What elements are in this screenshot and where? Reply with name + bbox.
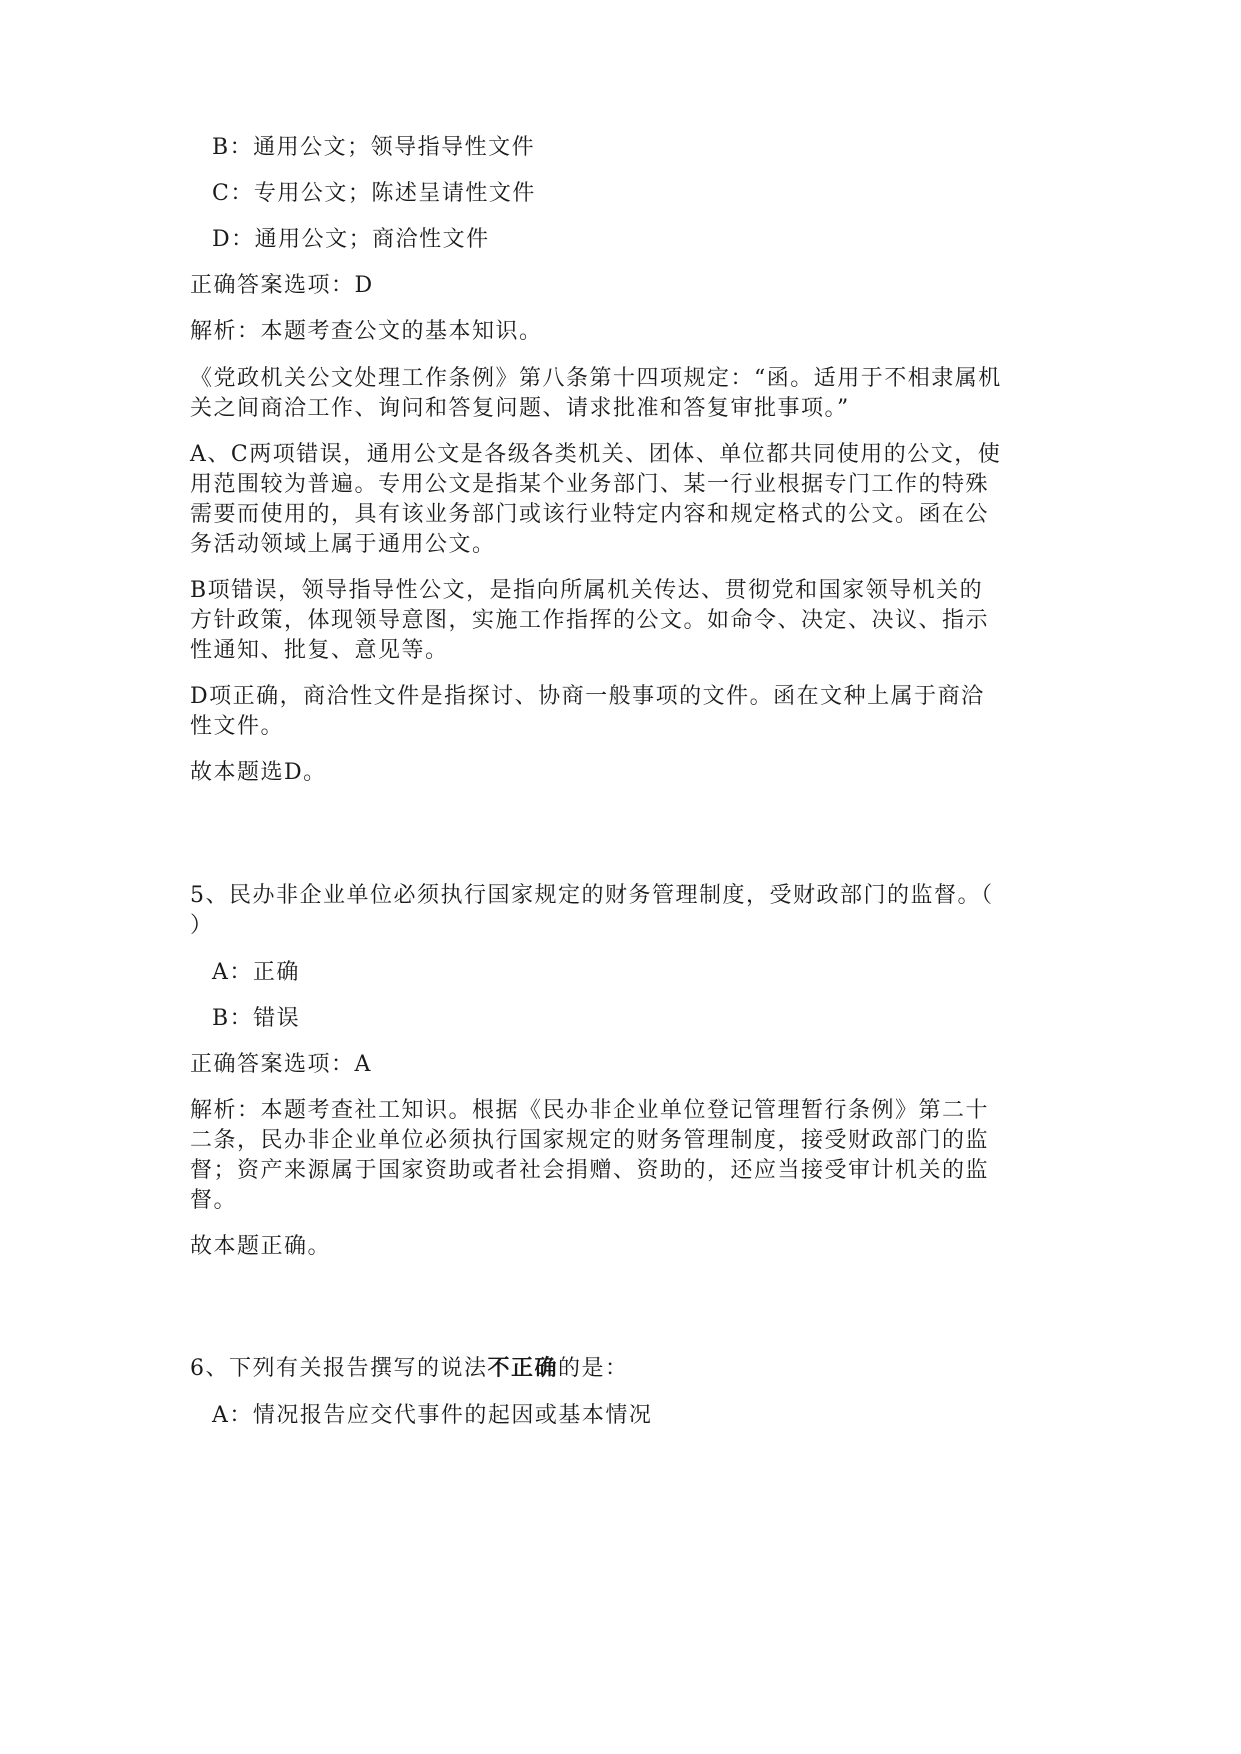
q6-question-suffix: 的是： — [558, 1356, 629, 1381]
q4-p4-line: 性文件。 — [190, 714, 285, 739]
q4-option-d: D：通用公文；商洽性文件 — [212, 227, 490, 252]
q4-answer: 正确答案选项：D — [190, 273, 374, 298]
q5-question-line: ） — [190, 913, 214, 938]
q6-question — [190, 1354, 629, 1384]
q5-analysis-line: 督；资产来源属于国家资助或者社会捐赠、资助的，还应当接受审计机关的监 — [190, 1158, 990, 1183]
q5-analysis-line: 解析：本题考查社工知识。根据《民办非企业单位登记管理暂行条例》第二十 — [190, 1098, 990, 1123]
q4-p3-line: 方针政策，体现领导意图，实施工作指挥的公文。如命令、决定、决议、指示 — [190, 608, 990, 633]
q6-question-emphasis: 不正确 — [487, 1356, 559, 1381]
q4-analysis-intro: 解析：本题考查公文的基本知识。 — [190, 319, 543, 344]
q5-answer: 正确答案选项：A — [190, 1052, 372, 1077]
q4-option-c: C：专用公文；陈述呈请性文件 — [212, 181, 536, 206]
q4-p2-line: 需要而使用的，具有该业务部门或该行业特定内容和规定格式的公文。函在公 — [190, 502, 990, 527]
q6-question-prefix: 6、下列有关报告撰写的说法 — [190, 1356, 488, 1381]
q5-conclusion: 故本题正确。 — [190, 1234, 332, 1259]
q4-p2-line: 用范围较为普遍。专用公文是指某个业务部门、某一行业根据专门工作的特殊 — [190, 472, 990, 497]
q4-option-b: B：通用公文；领导指导性文件 — [212, 135, 536, 160]
q5-analysis-line: 二条，民办非企业单位必须执行国家规定的财务管理制度，接受财政部门的监 — [190, 1128, 990, 1153]
q4-conclusion: 故本题选D。 — [190, 760, 327, 785]
q4-p3-line: 性通知、批复、意见等。 — [190, 638, 449, 663]
q4-p4-line: D项正确，商洽性文件是指探讨、协商一般事项的文件。函在文种上属于商洽 — [190, 684, 985, 709]
q5-option-b: B：错误 — [212, 1006, 301, 1031]
q6-option-a: A：情况报告应交代事件的起因或基本情况 — [212, 1403, 653, 1428]
q4-p3-line: B项错误，领导指导性公文，是指向所属机关传达、贯彻党和国家领导机关的 — [190, 578, 984, 603]
q4-p2-line: A、C两项错误，通用公文是各级各类机关、团体、单位都共同使用的公文，使 — [190, 442, 1002, 467]
q5-question-line: 5、民办非企业单位必须执行国家规定的财务管理制度，受财政部门的监督。（ — [190, 883, 994, 908]
q5-option-a: A：正确 — [212, 960, 300, 985]
q4-p1-line: 关之间商洽工作、询问和答复问题、请求批准和答复审批事项。” — [190, 396, 850, 421]
q4-p2-line: 务活动领域上属于通用公文。 — [190, 532, 496, 557]
q4-p1-line: 《党政机关公文处理工作条例》第八条第十四项规定：“函。适用于不相隶属机 — [190, 366, 1002, 391]
q5-analysis-line: 督。 — [190, 1188, 238, 1213]
